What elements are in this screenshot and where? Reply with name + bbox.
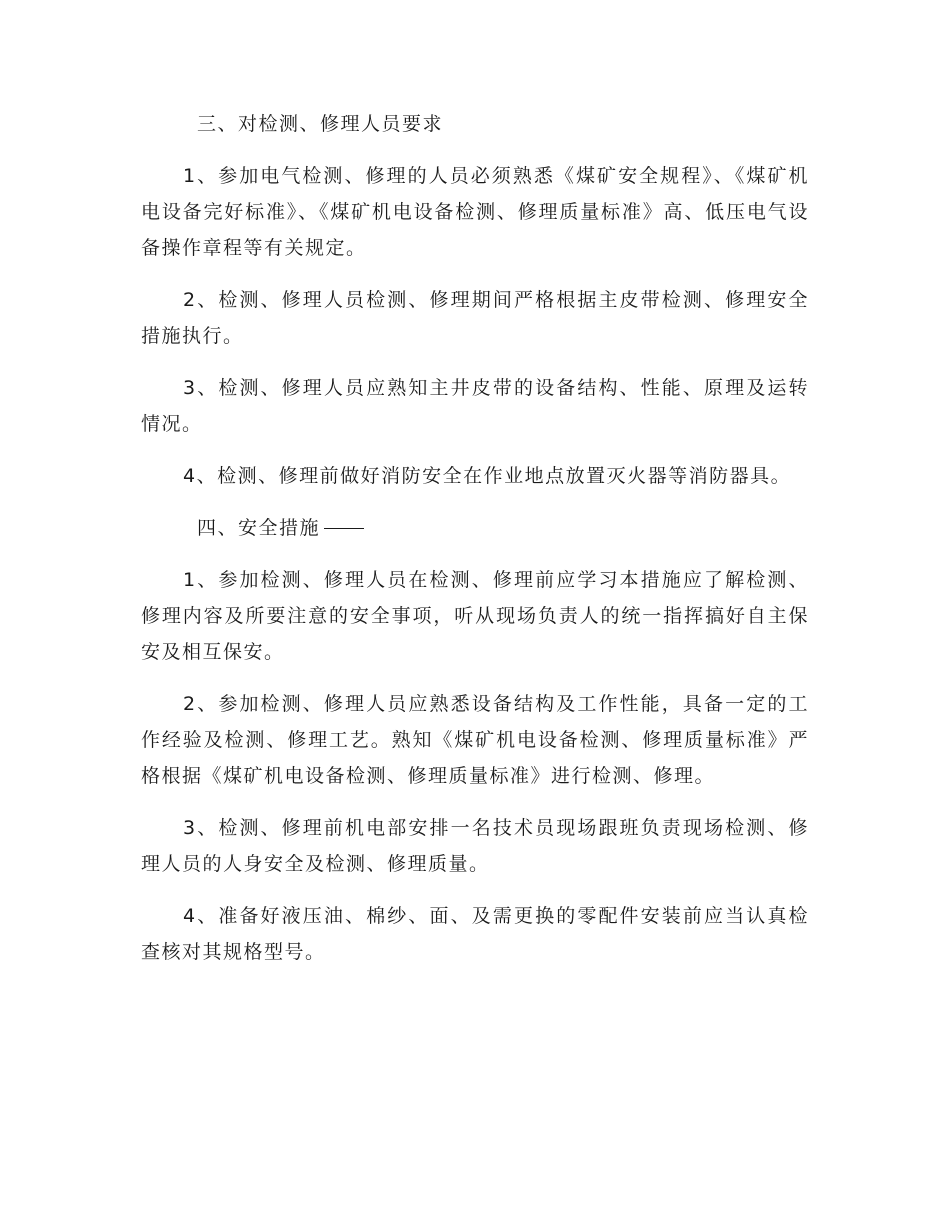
section-3-item-2: 2、检测、修理人员检测、修理期间严格根据主皮带检测、修理安全措施执行。 — [141, 289, 809, 347]
section-3-item-1: 1、参加电气检测、修理的人员必须熟悉《煤矿安全规程》、《煤矿机电设备完好标准》、《煤矿机电设备检测、修理质量标准》高、低压电气设备操作章程等有关规定。 — [141, 165, 809, 259]
section-3-item-3: 3、检测、修理人员应熟知主井皮带的设备结构、性能、原理及运转情况。 — [141, 377, 809, 435]
section-4-item-2: 2、参加检测、修理人员应熟悉设备结构及工作性能，具备一定的工作经验及检测、修理工艺。熟知《煤矿机电设备检测、修理质量标准》严格根据《煤矿机电设备检测、修理质量标准》进行检测、修理。 — [141, 693, 809, 787]
section-3-item-4: 4、检测、修理前做好消防安全在作业地点放置灭火器等消防器具。 — [183, 465, 792, 487]
heading-rule — [324, 528, 364, 529]
section-4-heading-text: 四、安全措施 — [197, 517, 321, 539]
section-4-item-1: 1、参加检测、修理人员在检测、修理前应学习本措施应了解检测、修理内容及所要注意的安全事项，听从现场负责人的统一指挥搞好自主保安及相互保安。 — [141, 569, 809, 663]
document-body — [141, 106, 809, 986]
section-4-heading — [141, 510, 809, 546]
section-4-item-4: 4、准备好液压油、棉纱、面、及需更换的零配件安装前应当认真检查核对其规格型号。 — [141, 905, 809, 963]
section-3-heading-text: 三、对检测、修理人员要求 — [197, 113, 444, 135]
section-4-item-3: 3、检测、修理前机电部安排一名技术员现场跟班负责现场检测、修理人员的人身安全及检测、修理质量。 — [141, 817, 809, 875]
section-3-heading — [141, 106, 809, 142]
